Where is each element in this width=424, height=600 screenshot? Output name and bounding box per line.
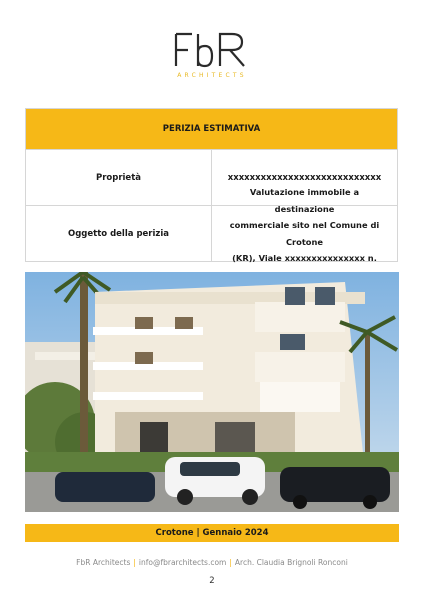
page-number: 2	[209, 576, 215, 586]
summary-table	[25, 108, 398, 262]
fbr-logo-mark	[172, 30, 252, 70]
row-value-oggetto	[212, 187, 397, 263]
row-label-oggetto: Oggetto della perizia	[26, 206, 212, 261]
footer-company: FbR Architects	[76, 558, 131, 567]
row-label-proprieta: Proprietà	[26, 150, 212, 205]
building-photo-drawing	[25, 272, 399, 512]
oggetto-line-3: (KR), Viale xxxxxxxxxxxxxxx n.	[232, 253, 377, 263]
table-row	[26, 187, 397, 263]
footer-email[interactable]: info@fbrarchitects.com	[138, 558, 227, 567]
oggetto-line-1: Valutazione immobile a destinazione	[249, 187, 360, 214]
table-header: PERIZIA ESTIMATIVA	[26, 109, 397, 149]
building-photo	[25, 272, 399, 512]
row-value-proprieta: xxxxxxxxxxxxxxxxxxxxxxxxxxxx	[227, 172, 382, 183]
location-date-caption: Crotone | Gennaio 2024	[25, 524, 399, 542]
oggetto-line-2: commerciale sito nel Comune di Crotone	[229, 220, 380, 247]
logo-subtitle: ARCHITECTS	[177, 72, 247, 79]
footer: FbR Architects | info@fbrarchitects.com | Arch. Claudia Brignoli Ronconi	[76, 558, 348, 567]
footer-person: Arch. Claudia Brignoli Ronconi	[234, 558, 348, 567]
